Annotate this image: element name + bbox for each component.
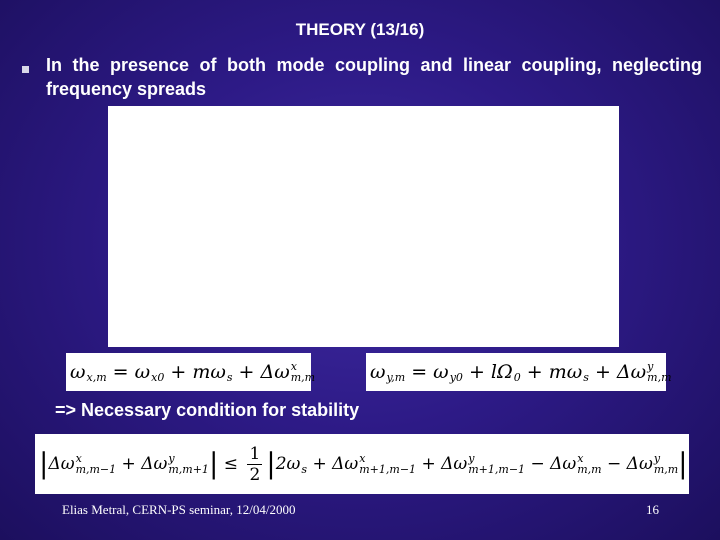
blank-figure-panel xyxy=(108,106,619,347)
footer-text: Elias Metral, CERN-PS seminar, 12/04/2000 xyxy=(62,502,296,517)
equation-stability-condition-image: | Δω x m,m−1 + Δω y m,m+1 | ≤ $\frac{1}{2}$ | 2ω s + Δω x m+1,m−1 + Δω y m+1,m−1 − Δω x m,m − Δω y m,m | xyxy=(35,434,689,494)
bullet-text: In the presence of both mode coupling and linear coupling, neglecting frequency spreads xyxy=(46,55,702,99)
page-number: 16 xyxy=(646,502,659,517)
bullet-square-icon xyxy=(22,66,29,73)
slide-title: THEORY (13/16) xyxy=(295,20,425,39)
equation-omega-y-image: ω y,m = ω y0 + lΩ 0 + mω s + Δω y m,m xyxy=(366,353,666,391)
equation-omega-x-image: ω x,m = ω x0 + mω s + Δω x m,m xyxy=(66,353,311,391)
stability-condition-text: => Necessary condition for stability xyxy=(55,400,360,420)
